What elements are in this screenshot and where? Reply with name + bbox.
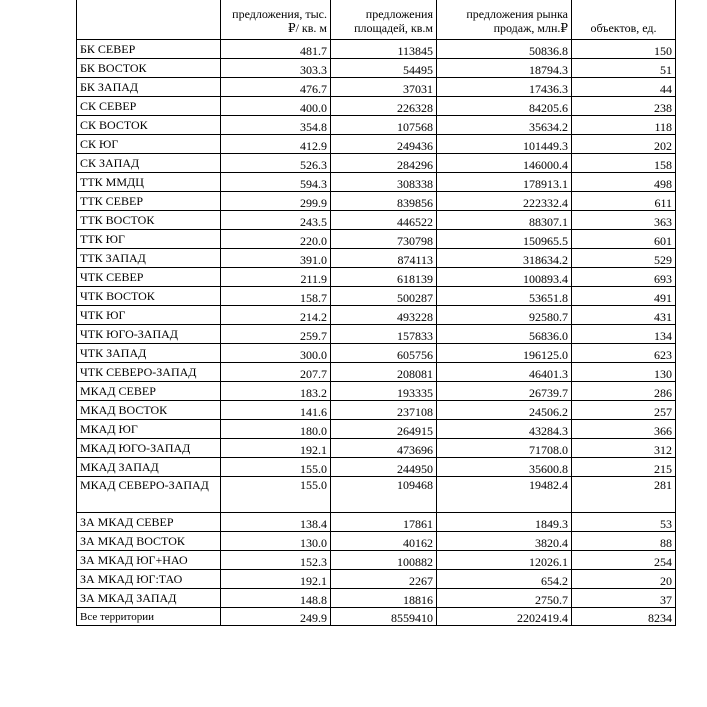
cell-territory: ЧТК ЮГ [77, 306, 221, 325]
table-row [77, 249, 676, 268]
cell-market-volume: 18794.3 [437, 59, 572, 78]
cell-object-count: 88 [572, 532, 676, 551]
cell-avg-price: 148.8 [221, 589, 331, 608]
data-table-container [76, 0, 675, 626]
cell-avg-price: 192.1 [221, 570, 331, 589]
cell-territory: СК ЗАПАД [77, 154, 221, 173]
cell-territory: ТТК ВОСТОК [77, 211, 221, 230]
cell-territory: ЧТК ЮГО-ЗАПАД [77, 325, 221, 344]
cell-avg-price: 141.6 [221, 401, 331, 420]
table-row [77, 570, 676, 589]
header-row [77, 0, 676, 40]
table-row [77, 268, 676, 287]
cell-avg-price: 138.4 [221, 513, 331, 532]
table-row [77, 344, 676, 363]
cell-offered-area: 284296 [331, 154, 437, 173]
cell-territory: МКАД ЮГ [77, 420, 221, 439]
cell-market-volume: 1849.3 [437, 513, 572, 532]
cell-offered-area: 446522 [331, 211, 437, 230]
cell-offered-area: 493228 [331, 306, 437, 325]
cell-offered-area: 2267 [331, 570, 437, 589]
table-row [77, 135, 676, 154]
table-header [77, 0, 676, 40]
total-row [77, 608, 676, 626]
cell-territory: СК СЕВЕР [77, 97, 221, 116]
cell-market-volume: 100893.4 [437, 268, 572, 287]
cell-avg-price: 354.8 [221, 116, 331, 135]
cell-territory: ЗА МКАД ВОСТОК [77, 532, 221, 551]
cell-avg-price: 207.7 [221, 363, 331, 382]
cell-offered-area: 500287 [331, 287, 437, 306]
cell-offered-area: 618139 [331, 268, 437, 287]
cell-object-count: 130 [572, 363, 676, 382]
cell-market-volume: 146000.4 [437, 154, 572, 173]
cell-offered-area: 109468 [331, 477, 437, 513]
cell-territory: ЧТК СЕВЕРО-ЗАПАД [77, 363, 221, 382]
cell-avg-price: 299.9 [221, 192, 331, 211]
cell-avg-price: 249.9 [221, 608, 331, 626]
cell-object-count: 215 [572, 458, 676, 477]
cell-market-volume: 318634.2 [437, 249, 572, 268]
cell-avg-price: 259.7 [221, 325, 331, 344]
cell-avg-price: 400.0 [221, 97, 331, 116]
cell-market-volume: 12026.1 [437, 551, 572, 570]
cell-avg-price: 214.2 [221, 306, 331, 325]
cell-offered-area: 37031 [331, 78, 437, 97]
cell-territory: СК ВОСТОК [77, 116, 221, 135]
cell-territory: ЧТК ЗАПАД [77, 344, 221, 363]
cell-object-count: 257 [572, 401, 676, 420]
cell-territory: Все территории [77, 608, 221, 626]
cell-offered-area: 17861 [331, 513, 437, 532]
table-row [77, 287, 676, 306]
cell-territory: МКАД ЮГО-ЗАПАД [77, 439, 221, 458]
cell-object-count: 363 [572, 211, 676, 230]
cell-avg-price: 192.1 [221, 439, 331, 458]
table-row [77, 439, 676, 458]
cell-offered-area: 107568 [331, 116, 437, 135]
cell-avg-price: 211.9 [221, 268, 331, 287]
cell-territory: ТТК СЕВЕР [77, 192, 221, 211]
cell-market-volume: 3820.4 [437, 532, 572, 551]
cell-object-count: 286 [572, 382, 676, 401]
cell-territory: ТТК ЗАПАД [77, 249, 221, 268]
cell-territory: БК ВОСТОК [77, 59, 221, 78]
cell-market-volume: 50836.8 [437, 40, 572, 59]
header-object-count: объектов, ед. [572, 0, 676, 40]
table-row [77, 325, 676, 344]
cell-market-volume: 56836.0 [437, 325, 572, 344]
cell-avg-price: 243.5 [221, 211, 331, 230]
cell-object-count: 238 [572, 97, 676, 116]
cell-market-volume: 196125.0 [437, 344, 572, 363]
cell-object-count: 202 [572, 135, 676, 154]
cell-offered-area: 18816 [331, 589, 437, 608]
cell-market-volume: 71708.0 [437, 439, 572, 458]
cell-avg-price: 476.7 [221, 78, 331, 97]
cell-market-volume: 222332.4 [437, 192, 572, 211]
cell-object-count: 623 [572, 344, 676, 363]
header-avg-price: предложения, тыс.₽/ кв. м [221, 0, 331, 40]
table-row [77, 589, 676, 608]
table-row [77, 551, 676, 570]
table-row [77, 401, 676, 420]
cell-market-volume: 2202419.4 [437, 608, 572, 626]
cell-territory: ЗА МКАД ЗАПАД [77, 589, 221, 608]
table-row [77, 513, 676, 532]
header-offered-area: предложения площадей, кв.м [331, 0, 437, 40]
cell-territory: БК ЗАПАД [77, 78, 221, 97]
cell-offered-area: 874113 [331, 249, 437, 268]
cell-market-volume: 92580.7 [437, 306, 572, 325]
cell-offered-area: 193335 [331, 382, 437, 401]
cell-market-volume: 24506.2 [437, 401, 572, 420]
cell-object-count: 491 [572, 287, 676, 306]
header-market-volume: предложения рынка продаж, млн.₽ [437, 0, 572, 40]
cell-territory: МКАД СЕВЕР [77, 382, 221, 401]
cell-territory: МКАД ЗАПАД [77, 458, 221, 477]
table-row [77, 382, 676, 401]
cell-offered-area: 54495 [331, 59, 437, 78]
cell-offered-area: 264915 [331, 420, 437, 439]
cell-offered-area: 605756 [331, 344, 437, 363]
cell-territory: МКАД ВОСТОК [77, 401, 221, 420]
cell-avg-price: 155.0 [221, 477, 331, 513]
table-row [77, 230, 676, 249]
cell-avg-price: 130.0 [221, 532, 331, 551]
cell-avg-price: 481.7 [221, 40, 331, 59]
cell-avg-price: 303.3 [221, 59, 331, 78]
cell-object-count: 312 [572, 439, 676, 458]
table-row [77, 97, 676, 116]
table-row [77, 78, 676, 97]
cell-market-volume: 88307.1 [437, 211, 572, 230]
table-row [77, 477, 676, 513]
cell-object-count: 134 [572, 325, 676, 344]
cell-offered-area: 249436 [331, 135, 437, 154]
table-row [77, 363, 676, 382]
cell-object-count: 254 [572, 551, 676, 570]
table-row [77, 192, 676, 211]
cell-market-volume: 101449.3 [437, 135, 572, 154]
cell-avg-price: 526.3 [221, 154, 331, 173]
cell-territory: ЧТК ВОСТОК [77, 287, 221, 306]
table-row [77, 532, 676, 551]
cell-object-count: 51 [572, 59, 676, 78]
cell-offered-area: 839856 [331, 192, 437, 211]
table-body [77, 40, 676, 626]
cell-avg-price: 152.3 [221, 551, 331, 570]
cell-object-count: 53 [572, 513, 676, 532]
table-row [77, 154, 676, 173]
cell-offered-area: 237108 [331, 401, 437, 420]
cell-territory: ТТК ЮГ [77, 230, 221, 249]
cell-territory: СК ЮГ [77, 135, 221, 154]
cell-offered-area: 157833 [331, 325, 437, 344]
cell-territory: ЗА МКАД ЮГ+НАО [77, 551, 221, 570]
cell-market-volume: 35600.8 [437, 458, 572, 477]
table-row [77, 306, 676, 325]
cell-avg-price: 158.7 [221, 287, 331, 306]
cell-market-volume: 2750.7 [437, 589, 572, 608]
table-row [77, 40, 676, 59]
cell-offered-area: 308338 [331, 173, 437, 192]
cell-avg-price: 391.0 [221, 249, 331, 268]
cell-market-volume: 35634.2 [437, 116, 572, 135]
cell-object-count: 20 [572, 570, 676, 589]
cell-offered-area: 8559410 [331, 608, 437, 626]
cell-offered-area: 244950 [331, 458, 437, 477]
cell-market-volume: 84205.6 [437, 97, 572, 116]
cell-object-count: 498 [572, 173, 676, 192]
cell-territory: БК СЕВЕР [77, 40, 221, 59]
cell-avg-price: 300.0 [221, 344, 331, 363]
cell-avg-price: 180.0 [221, 420, 331, 439]
cell-object-count: 601 [572, 230, 676, 249]
cell-market-volume: 150965.5 [437, 230, 572, 249]
cell-offered-area: 40162 [331, 532, 437, 551]
cell-avg-price: 183.2 [221, 382, 331, 401]
cell-object-count: 431 [572, 306, 676, 325]
cell-object-count: 44 [572, 78, 676, 97]
cell-offered-area: 208081 [331, 363, 437, 382]
table-row [77, 173, 676, 192]
cell-offered-area: 100882 [331, 551, 437, 570]
cell-avg-price: 220.0 [221, 230, 331, 249]
cell-market-volume: 53651.8 [437, 287, 572, 306]
cell-object-count: 281 [572, 477, 676, 513]
cell-object-count: 8234 [572, 608, 676, 626]
cell-object-count: 150 [572, 40, 676, 59]
table-row [77, 116, 676, 135]
cell-offered-area: 226328 [331, 97, 437, 116]
cell-object-count: 611 [572, 192, 676, 211]
cell-object-count: 158 [572, 154, 676, 173]
cell-market-volume: 654.2 [437, 570, 572, 589]
cell-market-volume: 178913.1 [437, 173, 572, 192]
cell-offered-area: 113845 [331, 40, 437, 59]
cell-market-volume: 46401.3 [437, 363, 572, 382]
header-territory [77, 0, 221, 40]
cell-object-count: 366 [572, 420, 676, 439]
cell-avg-price: 155.0 [221, 458, 331, 477]
cell-market-volume: 19482.4 [437, 477, 572, 513]
cell-market-volume: 17436.3 [437, 78, 572, 97]
cell-object-count: 37 [572, 589, 676, 608]
cell-territory: ЗА МКАД СЕВЕР [77, 513, 221, 532]
table-row [77, 211, 676, 230]
cell-territory: МКАД СЕВЕРО-ЗАПАД [77, 477, 221, 513]
cell-market-volume: 26739.7 [437, 382, 572, 401]
cell-territory: ЧТК СЕВЕР [77, 268, 221, 287]
cell-territory: ТТК ММДЦ [77, 173, 221, 192]
table-row [77, 458, 676, 477]
cell-object-count: 529 [572, 249, 676, 268]
cell-offered-area: 473696 [331, 439, 437, 458]
cell-market-volume: 43284.3 [437, 420, 572, 439]
cell-offered-area: 730798 [331, 230, 437, 249]
cell-territory: ЗА МКАД ЮГ:ТАО [77, 570, 221, 589]
cell-avg-price: 412.9 [221, 135, 331, 154]
table-row [77, 59, 676, 78]
territory-offers-table [76, 0, 676, 626]
cell-object-count: 118 [572, 116, 676, 135]
cell-object-count: 693 [572, 268, 676, 287]
table-row [77, 420, 676, 439]
cell-avg-price: 594.3 [221, 173, 331, 192]
